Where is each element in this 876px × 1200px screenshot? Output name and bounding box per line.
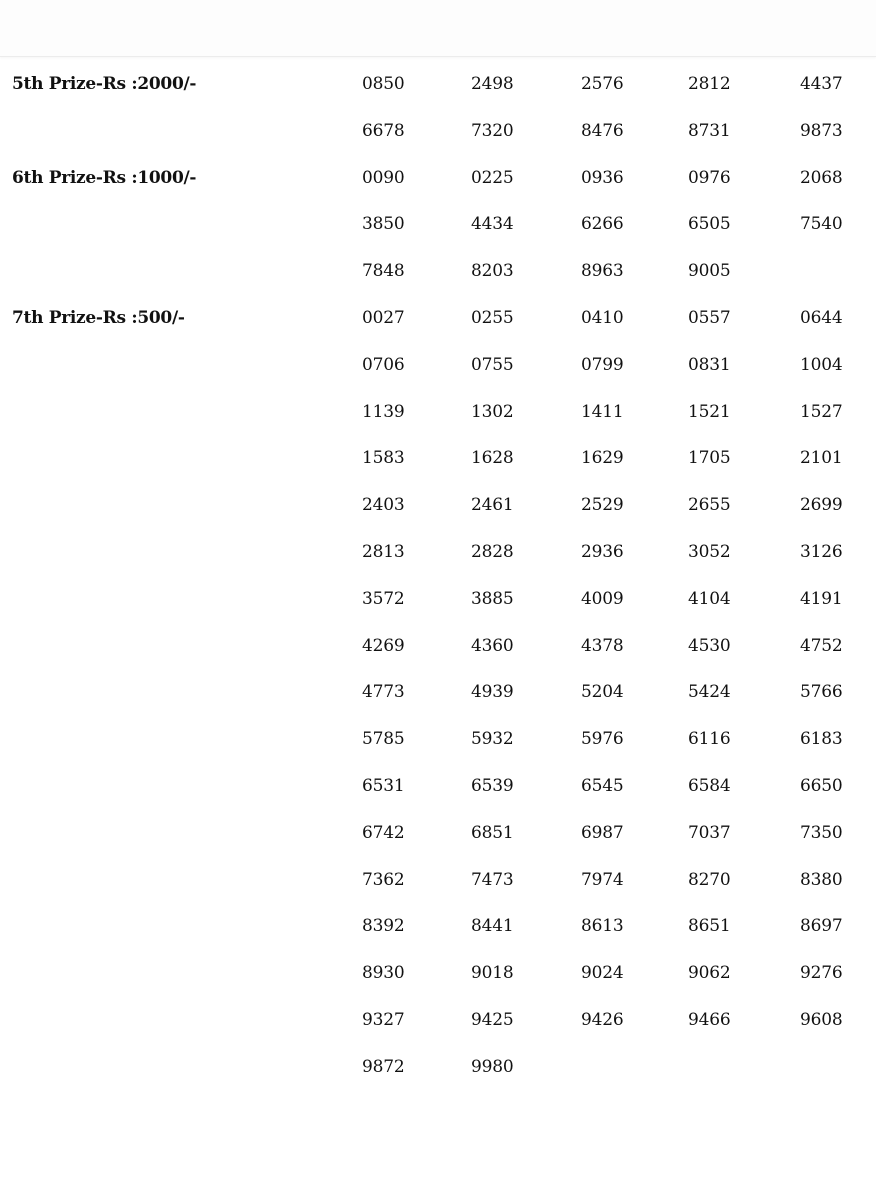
ticket-number: 4437: [800, 74, 843, 94]
ticket-number: 7848: [362, 261, 405, 282]
ticket-number: 5932: [471, 729, 514, 750]
ticket-number: 0831: [688, 354, 731, 375]
ticket-number: 5204: [581, 682, 624, 703]
ticket-number: 3572: [362, 588, 405, 609]
ticket-number: 0850: [362, 74, 405, 94]
prize-label-6th: 6th Prize-Rs :1000/-: [12, 167, 197, 188]
ticket-number: 8613: [581, 916, 624, 937]
table-row: [0, 904, 876, 951]
table-row: [0, 764, 876, 811]
ticket-number: 8651: [688, 916, 731, 937]
ticket-number: 0936: [581, 167, 624, 188]
ticket-number: 6650: [800, 775, 843, 796]
ticket-number: 8392: [362, 916, 405, 937]
ticket-number: 4434: [471, 214, 514, 235]
ticket-number: 7350: [800, 822, 843, 843]
prize-label-7th: 7th Prize-Rs :500/-: [12, 307, 185, 328]
table-row: [0, 483, 876, 530]
ticket-number: 8476: [581, 120, 624, 141]
ticket-number: 9426: [581, 1009, 624, 1030]
table-row: [0, 811, 876, 858]
ticket-number: 7362: [362, 869, 405, 890]
ticket-number: 8697: [800, 916, 843, 937]
ticket-number: 6539: [471, 775, 514, 796]
ticket-number: 4378: [581, 635, 624, 656]
ticket-number: 0755: [471, 354, 514, 375]
ticket-number: 9425: [471, 1009, 514, 1030]
table-row: [0, 296, 876, 343]
ticket-number: 6851: [471, 822, 514, 843]
ticket-number: 6584: [688, 775, 731, 796]
ticket-number: 4773: [362, 682, 405, 703]
table-row: [0, 998, 876, 1045]
ticket-number: 0799: [581, 354, 624, 375]
ticket-number: 6742: [362, 822, 405, 843]
ticket-number: 2655: [688, 495, 731, 516]
ticket-number: 3052: [688, 541, 731, 562]
ticket-number: 8441: [471, 916, 514, 937]
ticket-number: 9872: [362, 1056, 405, 1077]
ticket-number: 9608: [800, 1009, 843, 1030]
ticket-number: 2529: [581, 495, 624, 516]
ticket-number: 1139: [362, 401, 405, 422]
table-row: [0, 156, 876, 203]
ticket-number: 6266: [581, 214, 624, 235]
ticket-number: 1411: [581, 401, 624, 422]
ticket-number: 1527: [800, 401, 843, 422]
ticket-number: 7320: [471, 120, 514, 141]
table-row: [0, 951, 876, 998]
ticket-number: 2101: [800, 448, 843, 469]
ticket-number: 0225: [471, 167, 514, 188]
ticket-number: 6678: [362, 120, 405, 141]
table-row: [0, 1045, 876, 1092]
ticket-number: 8930: [362, 963, 405, 984]
ticket-number: 8731: [688, 120, 731, 141]
ticket-number: 7473: [471, 869, 514, 890]
ticket-number: 0255: [471, 307, 514, 328]
ticket-number: 3885: [471, 588, 514, 609]
ticket-number: 4530: [688, 635, 731, 656]
ticket-number: 0644: [800, 307, 843, 328]
ticket-number: 0557: [688, 307, 731, 328]
ticket-number: 9327: [362, 1009, 405, 1030]
table-row: [0, 436, 876, 483]
table-row: [0, 670, 876, 717]
prize-label-5th: 5th Prize-Rs :2000/-: [12, 74, 197, 94]
table-row: [0, 717, 876, 764]
ticket-number: 6987: [581, 822, 624, 843]
ticket-number: 4269: [362, 635, 405, 656]
ticket-number: 0090: [362, 167, 405, 188]
ticket-number: 2576: [581, 74, 624, 94]
ticket-number: 8270: [688, 869, 731, 890]
ticket-number: 7974: [581, 869, 624, 890]
ticket-number: 7037: [688, 822, 731, 843]
ticket-number: 0410: [581, 307, 624, 328]
ticket-number: 4360: [471, 635, 514, 656]
table-row: [0, 62, 876, 109]
ticket-number: 2936: [581, 541, 624, 562]
table-row: [0, 624, 876, 671]
table-row: [0, 249, 876, 296]
ticket-number: 0027: [362, 307, 405, 328]
ticket-number: 4104: [688, 588, 731, 609]
ticket-number: 1583: [362, 448, 405, 469]
ticket-number: 1628: [471, 448, 514, 469]
ticket-number: 0706: [362, 354, 405, 375]
ticket-number: 9980: [471, 1056, 514, 1077]
table-row: [0, 858, 876, 905]
ticket-number: 9873: [800, 120, 843, 141]
table-row: [0, 109, 876, 156]
ticket-number: 9062: [688, 963, 731, 984]
ticket-number: 6531: [362, 775, 405, 796]
ticket-number: 6505: [688, 214, 731, 235]
ticket-number: 5785: [362, 729, 405, 750]
page-header-bar: [0, 0, 876, 57]
ticket-number: 2828: [471, 541, 514, 562]
ticket-number: 2403: [362, 495, 405, 516]
table-row: [0, 530, 876, 577]
ticket-number: 4191: [800, 588, 843, 609]
ticket-number: 8380: [800, 869, 843, 890]
ticket-number: 2813: [362, 541, 405, 562]
ticket-number: 1521: [688, 401, 731, 422]
ticket-number: 9466: [688, 1009, 731, 1030]
ticket-number: 8203: [471, 261, 514, 282]
ticket-number: 3126: [800, 541, 843, 562]
ticket-number: 2498: [471, 74, 514, 94]
ticket-number: 9018: [471, 963, 514, 984]
ticket-number: 9024: [581, 963, 624, 984]
ticket-number: 2461: [471, 495, 514, 516]
table-row: [0, 577, 876, 624]
ticket-number: 5976: [581, 729, 624, 750]
table-row: [0, 343, 876, 390]
ticket-number: 6116: [688, 729, 731, 750]
ticket-number: 7540: [800, 214, 843, 235]
ticket-number: 8963: [581, 261, 624, 282]
ticket-number: 4752: [800, 635, 843, 656]
ticket-number: 0976: [688, 167, 731, 188]
table-row: [0, 390, 876, 437]
ticket-number: 9005: [688, 261, 731, 282]
ticket-number: 1705: [688, 448, 731, 469]
ticket-number: 5766: [800, 682, 843, 703]
ticket-number: 2812: [688, 74, 731, 94]
ticket-number: 1302: [471, 401, 514, 422]
prize-results-table: [0, 62, 876, 1092]
ticket-number: 3850: [362, 214, 405, 235]
ticket-number: 6183: [800, 729, 843, 750]
ticket-number: 4939: [471, 682, 514, 703]
ticket-number: 6545: [581, 775, 624, 796]
ticket-number: 5424: [688, 682, 731, 703]
ticket-number: 2699: [800, 495, 843, 516]
ticket-number: 4009: [581, 588, 624, 609]
ticket-number: 2068: [800, 167, 843, 188]
ticket-number: 9276: [800, 963, 843, 984]
ticket-number: 1004: [800, 354, 843, 375]
ticket-number: 1629: [581, 448, 624, 469]
table-row: [0, 202, 876, 249]
